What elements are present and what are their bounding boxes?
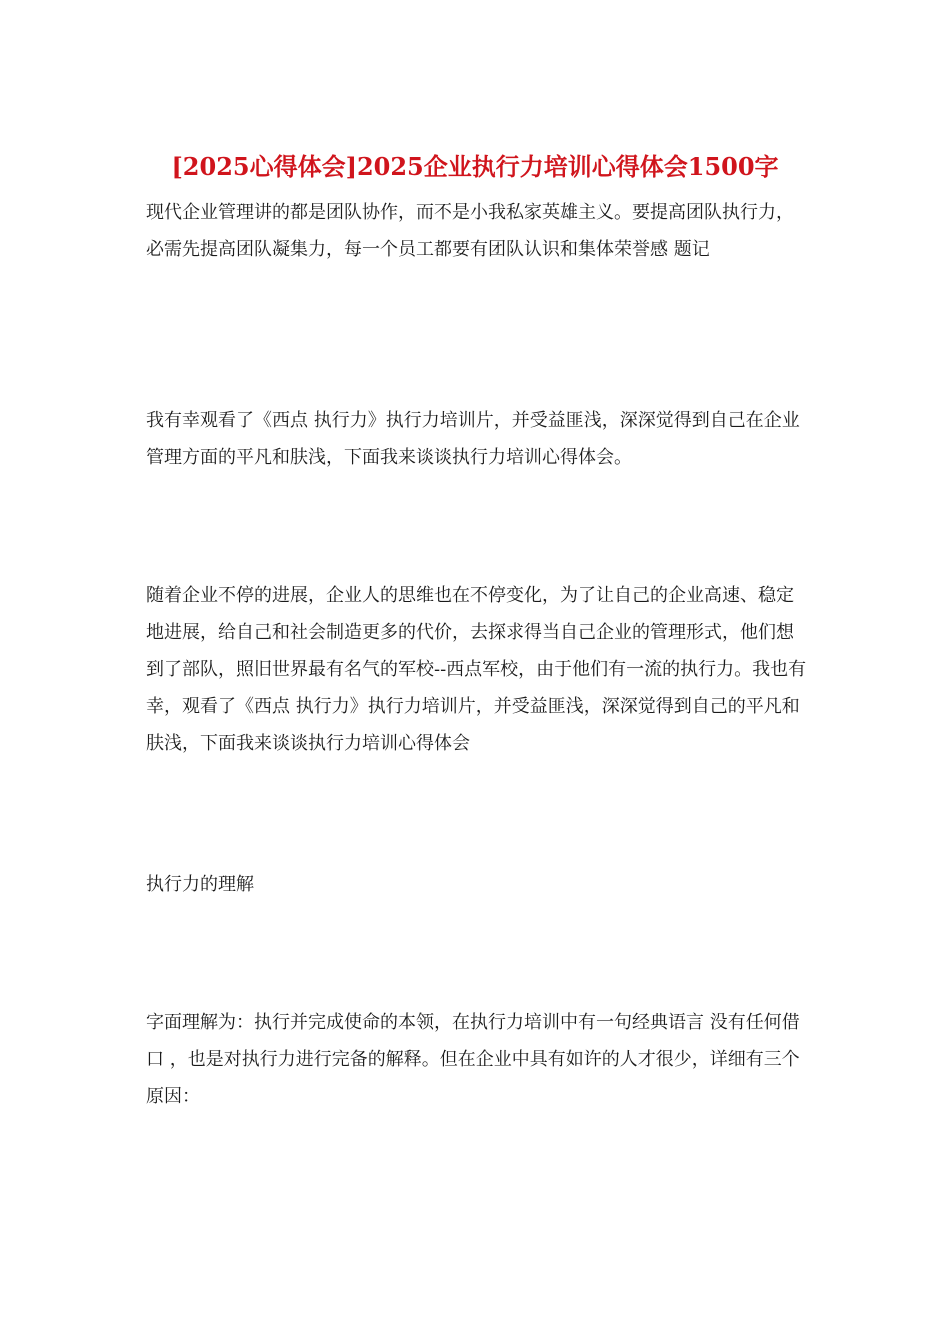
document-title: [2025心得体会]2025企业执行力培训心得体会1500字 [171,152,779,181]
section-heading-understanding: 执行力的理解 [146,874,254,895]
paragraph-viewing: 我有幸观看了《西点 执行力》执行力培训片，并受益匪浅，深深觉得到自己在企业管理方面的平凡和肤浅，下面我来谈谈执行力培训心得体会。 [146,410,800,468]
paragraph-literal-meaning: 字面理解为：执行并完成使命的本领，在执行力培训中有一句经典语言 没有任何借口 ，也是对执行力进行完备的解释。但在企业中具有如许的人才很少，详细有三个原因： [146,1012,800,1107]
paragraph-development: 随着企业不停的进展，企业人的思维也在不停变化，为了让自己的企业高速、稳定地进展，给自己和社会制造更多的代价，去探求得当自己企业的管理形式，他们想到了部队，照旧世界最有名气的军校--西点军校，由于他们有一流的执行力。我也有幸，观看了《西点 执行力》执行力培训片，并受益匪浅，深深觉得到自己的平凡和肤浅，下面我来谈谈执行力培训心得体会 [146,585,807,754]
paragraph-intro: 现代企业管理讲的都是团队协作，而不是小我私家英雄主义。要提高团队执行力，必需先提高团队凝集力，每一个员工都要有团队认识和集体荣誉感 题记 [146,202,794,260]
